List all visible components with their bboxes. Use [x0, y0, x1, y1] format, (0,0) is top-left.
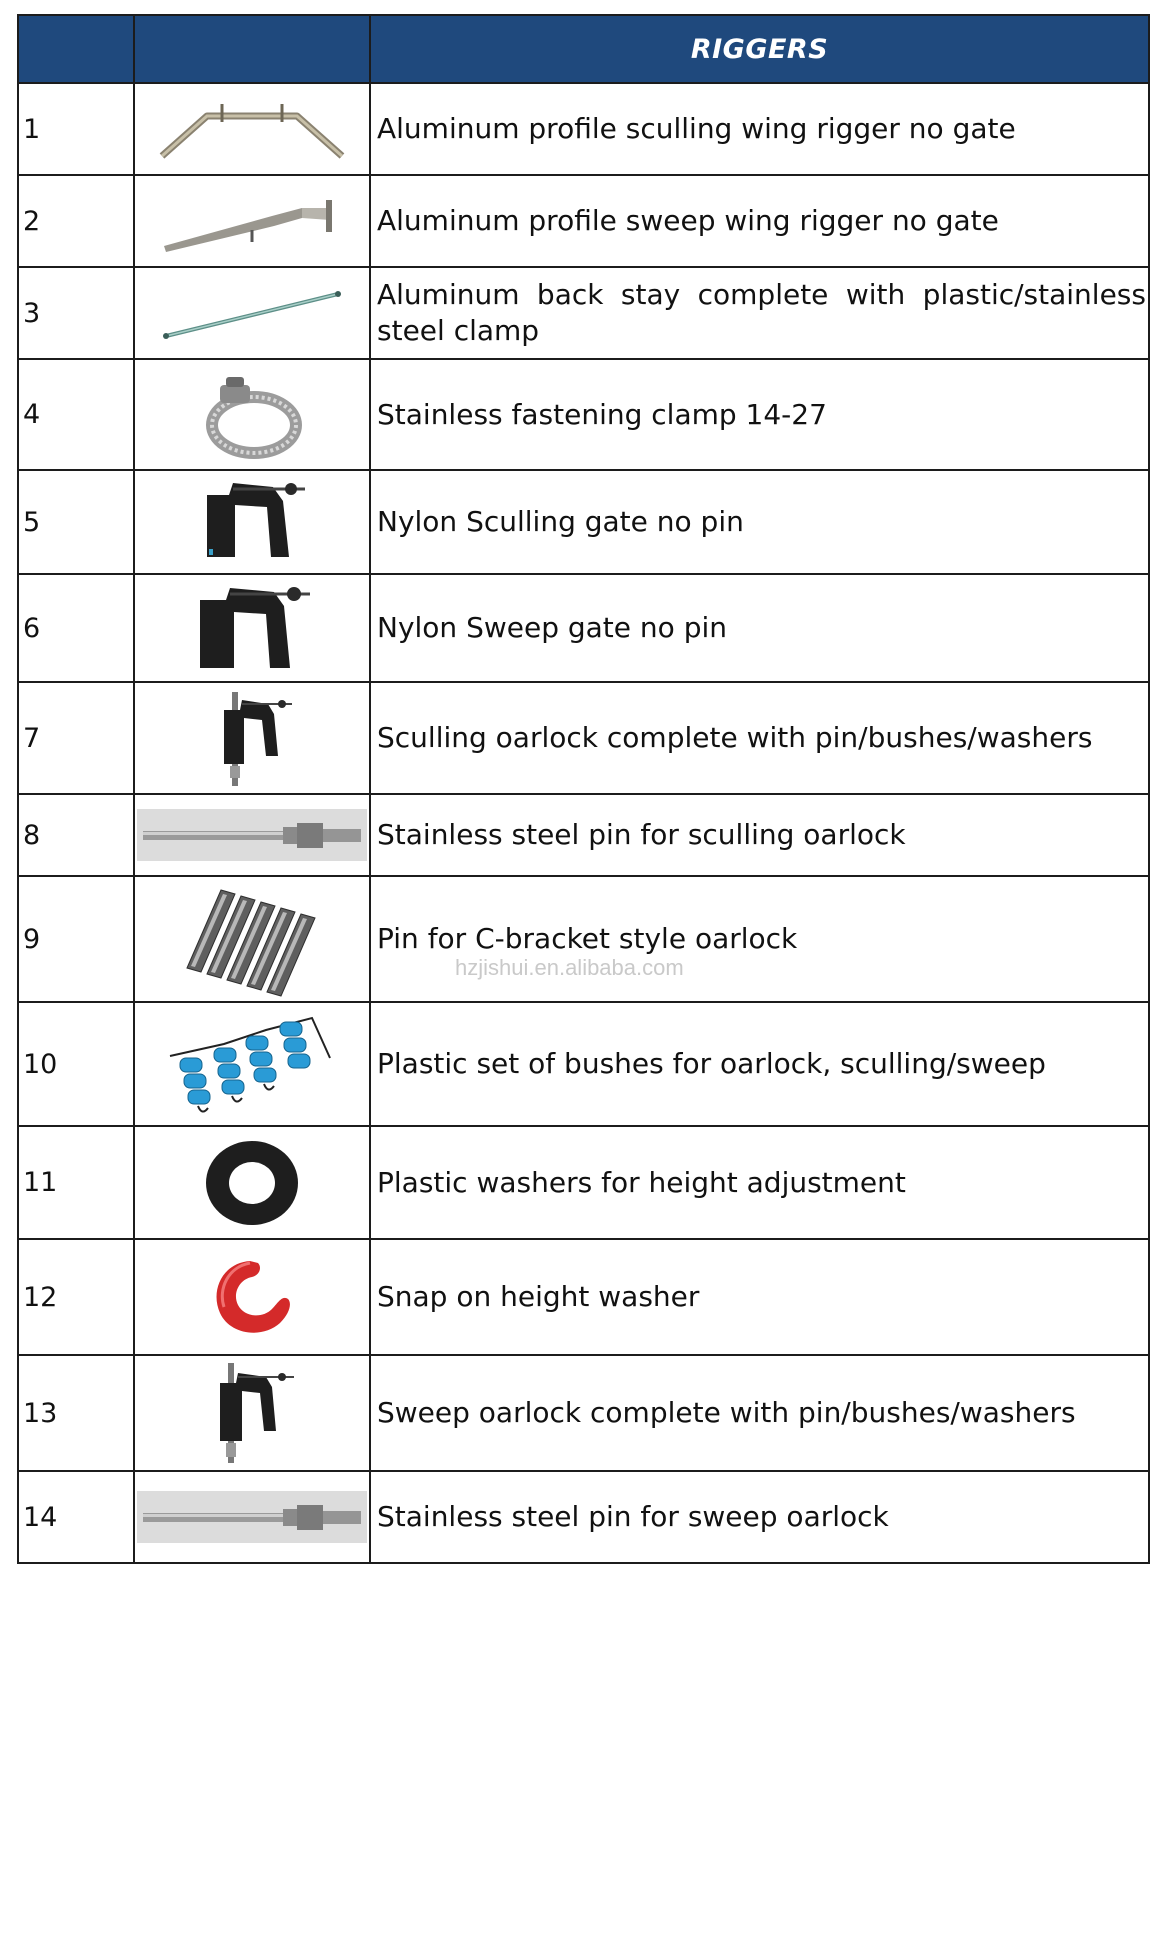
item-image-cell	[134, 574, 370, 682]
header-cell-num	[18, 15, 134, 83]
item-description: Plastic washers for height adjustment	[370, 1126, 1149, 1239]
sweep-oarlock-icon	[202, 1359, 302, 1467]
steel-pin-icon	[137, 809, 367, 861]
table-row	[18, 1126, 1149, 1239]
item-image-cell	[134, 1471, 370, 1563]
item-number: 3	[18, 267, 134, 359]
item-description: Stainless steel pin for sweep oarlock	[370, 1471, 1149, 1563]
item-number: 6	[18, 574, 134, 682]
item-image-cell	[134, 267, 370, 359]
item-number: 10	[18, 1002, 134, 1126]
table-row	[18, 876, 1149, 1002]
sculling-gate-icon	[187, 477, 317, 567]
item-number: 14	[18, 1471, 134, 1563]
back-stay-icon	[152, 278, 352, 348]
bushes-set-icon	[162, 1008, 342, 1120]
table-row	[18, 1239, 1149, 1355]
item-image-cell	[134, 876, 370, 1002]
item-image-cell	[134, 1126, 370, 1239]
riggers-table	[17, 14, 1150, 1564]
item-description: Aluminum back stay complete with plastic/stainless steel clamp	[370, 267, 1149, 359]
table-row	[18, 175, 1149, 267]
item-image-cell	[134, 359, 370, 470]
item-image-cell	[134, 682, 370, 794]
item-description: Snap on height washer	[370, 1239, 1149, 1355]
sculling-wing-rigger-icon	[152, 94, 352, 164]
table-row	[18, 794, 1149, 876]
table-row	[18, 574, 1149, 682]
item-number: 9	[18, 876, 134, 1002]
table-row	[18, 1002, 1149, 1126]
item-number: 8	[18, 794, 134, 876]
header-cell-image	[134, 15, 370, 83]
item-image-cell	[134, 83, 370, 175]
table-row	[18, 359, 1149, 470]
item-number: 2	[18, 175, 134, 267]
item-description: Sweep oarlock complete with pin/bushes/washers	[370, 1355, 1149, 1471]
table-header-row	[18, 15, 1149, 83]
item-description: Sculling oarlock complete with pin/bushes/washers	[370, 682, 1149, 794]
steel-pin-icon	[137, 1491, 367, 1543]
sweep-wing-rigger-icon	[152, 186, 352, 256]
item-number: 7	[18, 682, 134, 794]
table-row	[18, 267, 1149, 359]
item-number: 11	[18, 1126, 134, 1239]
table-row	[18, 1355, 1149, 1471]
table-row	[18, 1471, 1149, 1563]
item-description: Aluminum profile sweep wing rigger no gate	[370, 175, 1149, 267]
table-row	[18, 83, 1149, 175]
item-image-cell	[134, 1355, 370, 1471]
sculling-oarlock-icon	[202, 686, 302, 790]
item-description: Nylon Sculling gate no pin	[370, 470, 1149, 574]
item-number: 4	[18, 359, 134, 470]
item-description: Pin for C-bracket style oarlock	[370, 876, 1149, 1002]
item-description: Aluminum profile sculling wing rigger no gate	[370, 83, 1149, 175]
table-row	[18, 682, 1149, 794]
item-number: 5	[18, 470, 134, 574]
item-description: Stainless steel pin for sculling oarlock	[370, 794, 1149, 876]
item-number: 13	[18, 1355, 134, 1471]
item-description: Nylon Sweep gate no pin	[370, 574, 1149, 682]
riggers-table-container	[17, 14, 1150, 1564]
item-description: Stainless fastening clamp 14-27	[370, 359, 1149, 470]
hose-clamp-icon	[192, 365, 312, 465]
table-row	[18, 470, 1149, 574]
sweep-gate-icon	[182, 580, 322, 676]
item-number: 1	[18, 83, 134, 175]
item-image-cell	[134, 175, 370, 267]
item-description: Plastic set of bushes for oarlock, sculling/sweep	[370, 1002, 1149, 1126]
item-image-cell	[134, 794, 370, 876]
watermark: hzjishui.en.alibaba.com	[455, 955, 684, 980]
c-bracket-pins-icon	[177, 880, 327, 998]
washer-icon	[197, 1135, 307, 1231]
table-title: RIGGERS	[370, 15, 1149, 83]
snap-washer-icon	[192, 1247, 312, 1347]
item-image-cell	[134, 1002, 370, 1126]
item-image-cell	[134, 1239, 370, 1355]
item-number: 12	[18, 1239, 134, 1355]
item-image-cell	[134, 470, 370, 574]
